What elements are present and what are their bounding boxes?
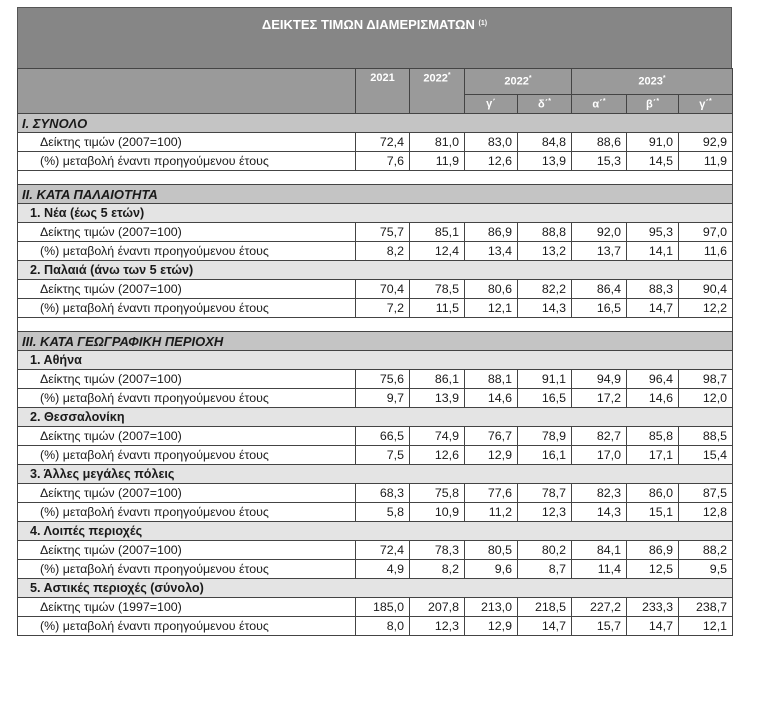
value-cell: 96,4 [627,370,679,389]
value-cell: 14,3 [518,299,572,318]
row-thessaloniki-change [18,446,733,465]
value-cell: 82,2 [518,280,572,299]
value-cell: 72,4 [356,541,410,560]
value-cell: 12,6 [465,152,518,171]
value-cell: 7,5 [356,446,410,465]
value-cell: 14,6 [465,389,518,408]
row-old-change [18,299,733,318]
header-group-2022: 2022* [465,69,572,95]
price-index-table [17,68,733,636]
value-cell: 84,1 [572,541,627,560]
value-cell: 80,6 [465,280,518,299]
row-new-change [18,242,733,261]
section-age: II. ΚΑΤΑ ΠΑΛΑΙΟΤΗΤΑ [18,185,733,204]
value-cell: 86,0 [627,484,679,503]
value-cell: 75,7 [356,223,410,242]
value-cell: 77,6 [465,484,518,503]
row-label: (%) μεταβολή έναντι προηγούμενου έτους [18,560,356,579]
value-cell: 4,9 [356,560,410,579]
value-cell: 8,2 [410,560,465,579]
value-cell: 5,8 [356,503,410,522]
row-label: (%) μεταβολή έναντι προηγούμενου έτους [18,446,356,465]
value-cell: 12,3 [410,617,465,636]
value-cell: 13,9 [410,389,465,408]
value-cell: 12,4 [410,242,465,261]
row-athens-index [18,370,733,389]
row-label: (%) μεταβολή έναντι προηγούμενου έτους [18,242,356,261]
value-cell: 81,0 [410,133,465,152]
value-cell: 88,6 [572,133,627,152]
subsection-other-areas: 4. Λοιπές περιοχές [18,522,733,541]
value-cell: 16,5 [518,389,572,408]
row-other-areas-change [18,560,733,579]
value-cell: 238,7 [679,598,733,617]
value-cell: 68,3 [356,484,410,503]
row-new-index [18,223,733,242]
value-cell: 17,1 [627,446,679,465]
value-cell: 207,8 [410,598,465,617]
value-cell: 78,5 [410,280,465,299]
value-cell: 80,5 [465,541,518,560]
value-cell: 16,5 [572,299,627,318]
value-cell: 75,8 [410,484,465,503]
value-cell: 82,3 [572,484,627,503]
value-cell: 88,2 [679,541,733,560]
row-label: Δείκτης τιμών (2007=100) [18,484,356,503]
value-cell: 13,4 [465,242,518,261]
row-label: (%) μεταβολή έναντι προηγούμενου έτους [18,389,356,408]
value-cell: 95,3 [627,223,679,242]
subsection-urban: 5. Αστικές περιοχές (σύνολο) [18,579,733,598]
value-cell: 14,6 [627,389,679,408]
value-cell: 17,0 [572,446,627,465]
row-label: Δείκτης τιμών (2007=100) [18,280,356,299]
spacer-row [18,171,733,185]
value-cell: 88,3 [627,280,679,299]
value-cell: 8,0 [356,617,410,636]
subsection-old: 2. Παλαιά (άνω των 5 ετών) [18,261,733,280]
value-cell: 86,9 [465,223,518,242]
row-other-areas-index [18,541,733,560]
row-label: Δείκτης τιμών (2007=100) [18,541,356,560]
row-label: Δείκτης τιμών (2007=100) [18,427,356,446]
value-cell: 9,6 [465,560,518,579]
value-cell: 90,4 [679,280,733,299]
value-cell: 14,1 [627,242,679,261]
value-cell: 83,0 [465,133,518,152]
value-cell: 12,1 [679,617,733,636]
value-cell: 9,5 [679,560,733,579]
value-cell: 85,1 [410,223,465,242]
value-cell: 7,6 [356,152,410,171]
header-q1-2023: α΄* [572,95,627,114]
section-geo: III. ΚΑΤΑ ΓΕΩΓΡΑΦΙΚΗ ΠΕΡΙΟΧΗ [18,332,733,351]
value-cell: 82,7 [572,427,627,446]
value-cell: 218,5 [518,598,572,617]
value-cell: 15,7 [572,617,627,636]
value-cell: 88,1 [465,370,518,389]
value-cell: 92,0 [572,223,627,242]
row-total-index [18,133,733,152]
value-cell: 227,2 [572,598,627,617]
value-cell: 15,3 [572,152,627,171]
subsection-thessaloniki: 2. Θεσσαλονίκη [18,408,733,427]
row-label: Δείκτης τιμών (2007=100) [18,133,356,152]
value-cell: 16,1 [518,446,572,465]
row-total-change [18,152,733,171]
row-label: Δείκτης τιμών (1997=100) [18,598,356,617]
value-cell: 9,7 [356,389,410,408]
value-cell: 12,0 [679,389,733,408]
value-cell: 85,8 [627,427,679,446]
row-big-cities-change [18,503,733,522]
value-cell: 75,6 [356,370,410,389]
header-blank [18,69,356,114]
subsection-new: 1. Νέα (έως 5 ετών) [18,204,733,223]
value-cell: 74,9 [410,427,465,446]
value-cell: 14,7 [627,617,679,636]
title-bar [17,7,732,68]
value-cell: 233,3 [627,598,679,617]
value-cell: 70,4 [356,280,410,299]
value-cell: 87,5 [679,484,733,503]
value-cell: 72,4 [356,133,410,152]
row-label: Δείκτης τιμών (2007=100) [18,370,356,389]
value-cell: 78,7 [518,484,572,503]
value-cell: 88,5 [679,427,733,446]
value-cell: 10,9 [410,503,465,522]
value-cell: 17,2 [572,389,627,408]
value-cell: 86,4 [572,280,627,299]
value-cell: 11,5 [410,299,465,318]
subsection-big-cities: 3. Άλλες μεγάλες πόλεις [18,465,733,484]
value-cell: 11,9 [679,152,733,171]
value-cell: 15,1 [627,503,679,522]
value-cell: 12,3 [518,503,572,522]
row-urban-index [18,598,733,617]
spacer-row [18,318,733,332]
header-q3-2022: γ΄ [465,95,518,114]
value-cell: 14,5 [627,152,679,171]
value-cell: 91,0 [627,133,679,152]
value-cell: 86,1 [410,370,465,389]
value-cell: 13,2 [518,242,572,261]
row-label: (%) μεταβολή έναντι προηγούμενου έτους [18,503,356,522]
value-cell: 84,8 [518,133,572,152]
row-big-cities-index [18,484,733,503]
value-cell: 76,7 [465,427,518,446]
value-cell: 80,2 [518,541,572,560]
value-cell: 12,6 [410,446,465,465]
value-cell: 78,3 [410,541,465,560]
value-cell: 213,0 [465,598,518,617]
value-cell: 8,7 [518,560,572,579]
value-cell: 7,2 [356,299,410,318]
header-q3-2023: γ΄* [679,95,733,114]
value-cell: 12,9 [465,446,518,465]
header-2021: 2021 [356,69,410,114]
row-urban-change [18,617,733,636]
value-cell: 15,4 [679,446,733,465]
value-cell: 12,9 [465,617,518,636]
row-label: (%) μεταβολή έναντι προηγούμενου έτους [18,617,356,636]
value-cell: 86,9 [627,541,679,560]
header-group-2023: 2023* [572,69,733,95]
row-label: (%) μεταβολή έναντι προηγούμενου έτους [18,152,356,171]
value-cell: 12,8 [679,503,733,522]
value-cell: 13,7 [572,242,627,261]
value-cell: 88,8 [518,223,572,242]
value-cell: 14,7 [518,617,572,636]
value-cell: 8,2 [356,242,410,261]
value-cell: 11,6 [679,242,733,261]
header-q2-2023: β΄* [627,95,679,114]
value-cell: 78,9 [518,427,572,446]
value-cell: 12,1 [465,299,518,318]
value-cell: 13,9 [518,152,572,171]
section-total: I. ΣΥΝΟΛΟ [18,114,733,133]
value-cell: 97,0 [679,223,733,242]
value-cell: 98,7 [679,370,733,389]
title-footnote: (1) [478,20,488,27]
row-athens-change [18,389,733,408]
row-old-index [18,280,733,299]
value-cell: 66,5 [356,427,410,446]
value-cell: 94,9 [572,370,627,389]
value-cell: 12,5 [627,560,679,579]
header-2022: 2022* [410,69,465,114]
value-cell: 92,9 [679,133,733,152]
row-label: (%) μεταβολή έναντι προηγούμενου έτους [18,299,356,318]
header-row-years [18,69,733,95]
table-title: ΔΕΙΚΤΕΣ ΤΙΜΩΝ ΔΙΑΜΕΡΙΣΜΑΤΩΝ [261,17,475,32]
row-label: Δείκτης τιμών (2007=100) [18,223,356,242]
value-cell: 91,1 [518,370,572,389]
subsection-athens: 1. Αθήνα [18,351,733,370]
row-thessaloniki-index [18,427,733,446]
header-q4-2022: δ΄* [518,95,572,114]
value-cell: 11,2 [465,503,518,522]
value-cell: 11,9 [410,152,465,171]
value-cell: 14,3 [572,503,627,522]
value-cell: 14,7 [627,299,679,318]
value-cell: 185,0 [356,598,410,617]
price-index-document [17,7,732,636]
value-cell: 12,2 [679,299,733,318]
value-cell: 11,4 [572,560,627,579]
